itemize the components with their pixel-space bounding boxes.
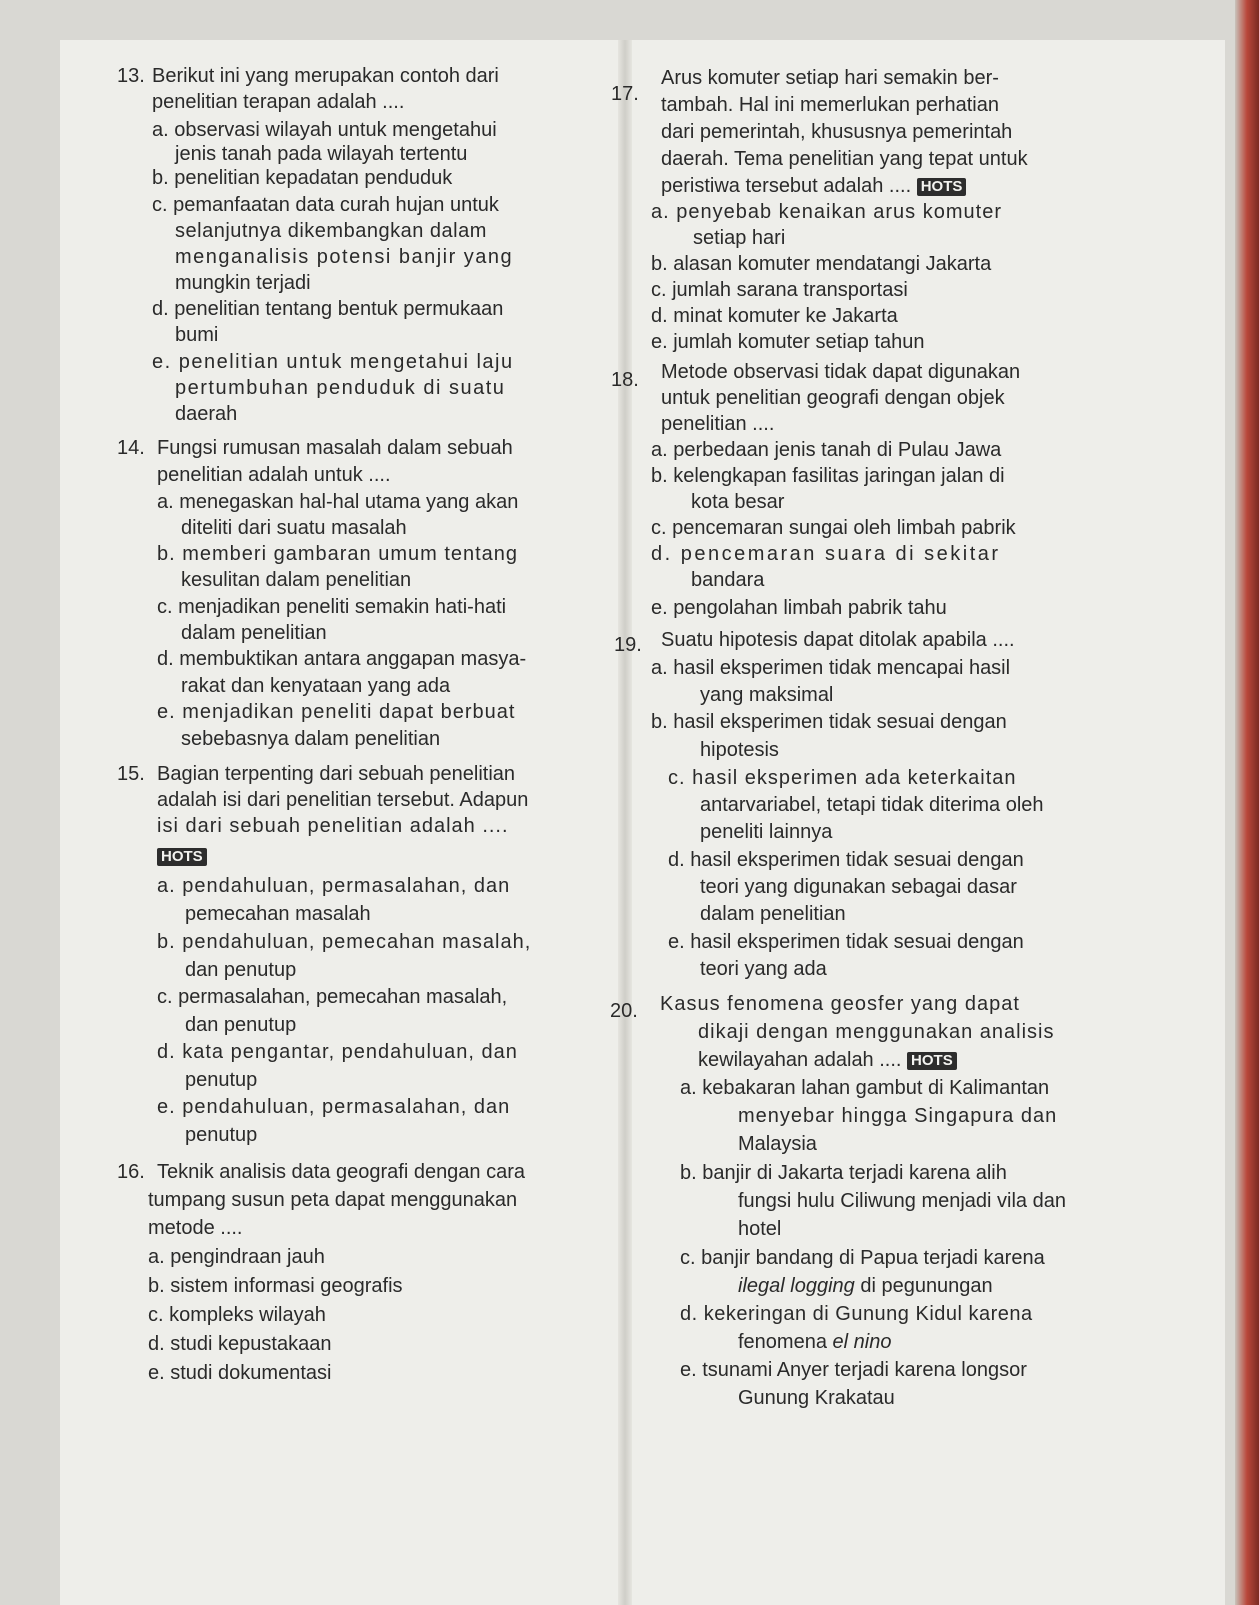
q15-option-e-1: e. pendahuluan, permasalahan, dan [157, 1096, 511, 1118]
q17-stem-4: daerah. Tema penelitian yang tepat untuk [661, 148, 1028, 170]
q18-stem-3: penelitian .... [661, 413, 775, 435]
q20-option-a-3: Malaysia [738, 1133, 817, 1155]
q14-option-b-1: b. memberi gambaran umum tentang [157, 543, 519, 565]
q17-stem-5: peristiwa tersebut adalah .... HOTS [661, 174, 966, 198]
q20-option-a-1: a. kebakaran lahan gambut di Kalimantan [680, 1077, 1050, 1099]
q16-option-c: c. kompleks wilayah [148, 1304, 326, 1326]
q17-option-c: c. jumlah sarana transportasi [651, 279, 908, 301]
q15-option-e-2: penutup [185, 1124, 258, 1146]
q15-option-d-2: penutup [185, 1069, 258, 1091]
q16-option-b: b. sistem informasi geografis [148, 1275, 403, 1297]
q13-option-e-1: e. penelitian untuk mengetahui laju [152, 351, 514, 373]
q13-option-b: b. penelitian kepadatan penduduk [152, 167, 453, 189]
q19-option-b-1: b. hasil eksperimen tidak sesuai dengan [651, 711, 1007, 733]
q19-option-e-2: teori yang ada [700, 958, 827, 980]
q13-number: 13. [117, 65, 145, 87]
q18-option-c: c. pencemaran sungai oleh limbah pabrik [651, 517, 1016, 539]
q13-option-c-2: selanjutnya dikembangkan dalam [175, 220, 487, 242]
q19-option-d-1: d. hasil eksperimen tidak sesuai dengan [668, 849, 1024, 871]
q16-stem-2: tumpang susun peta dapat menggunakan [148, 1189, 518, 1211]
q17-stem-2: tambah. Hal ini memerlukan perhatian [661, 94, 999, 116]
q18-stem-1: Metode observasi tidak dapat digunakan [661, 361, 1021, 383]
q15-option-a-2: pemecahan masalah [185, 903, 371, 925]
q14-stem-1: Fungsi rumusan masalah dalam sebuah [157, 437, 513, 459]
q13-option-c-1: c. pemanfaatan data curah hujan untuk [152, 194, 499, 216]
q14-number: 14. [117, 437, 145, 459]
q15-option-d-1: d. kata pengantar, pendahuluan, dan [157, 1041, 518, 1063]
q18-number: 18. [611, 369, 639, 391]
q19-option-a-1: a. hasil eksperimen tidak mencapai hasil [651, 657, 1011, 679]
q14-option-b-2: kesulitan dalam penelitian [181, 569, 412, 591]
q20-option-d-1: d. kekeringan di Gunung Kidul karena [680, 1303, 1033, 1325]
q17-option-e: e. jumlah komuter setiap tahun [651, 331, 925, 353]
q15-number: 15. [117, 763, 145, 785]
q14-option-c-2: dalam penelitian [181, 622, 327, 644]
q20-option-c-1: c. banjir bandang di Papua terjadi karena [680, 1247, 1045, 1269]
q18-option-e: e. pengolahan limbah pabrik tahu [651, 597, 947, 619]
q13-stem-1: Berikut ini yang merupakan contoh dari [152, 65, 499, 87]
q19-option-d-3: dalam penelitian [700, 903, 846, 925]
q19-option-e-1: e. hasil eksperimen tidak sesuai dengan [668, 931, 1024, 953]
q18-option-a: a. perbedaan jenis tanah di Pulau Jawa [651, 439, 1002, 461]
q20-option-e-2: Gunung Krakatau [738, 1387, 895, 1409]
q13-option-d-1: d. penelitian tentang bentuk permukaan [152, 298, 504, 320]
q17-option-a-2: setiap hari [693, 227, 786, 249]
q19-option-b-2: hipotesis [700, 739, 779, 761]
q15-stem-2: adalah isi dari penelitian tersebut. Adapun [157, 789, 529, 811]
q13-option-c-4: mungkin terjadi [175, 272, 311, 294]
q19-number: 19. [614, 634, 642, 656]
q15-option-c-2: dan penutup [185, 1014, 297, 1036]
q14-option-d-1: d. membuktikan antara anggapan masya- [157, 648, 527, 670]
q19-option-c-2: antarvariabel, tetapi tidak diterima oleh [700, 794, 1044, 816]
q19-option-c-3: peneliti lainnya [700, 821, 833, 843]
q13-option-e-2: pertumbuhan penduduk di suatu [175, 377, 506, 399]
q17-option-a-1: a. penyebab kenaikan arus komuter [651, 201, 1002, 223]
q13-option-d-2: bumi [175, 324, 219, 346]
q14-stem-2: penelitian adalah untuk .... [157, 464, 391, 486]
q14-option-e-2: sebebasnya dalam penelitian [181, 728, 441, 750]
q18-option-b-1: b. kelengkapan fasilitas jaringan jalan di [651, 465, 1005, 487]
book-fold [618, 40, 632, 1605]
q14-option-d-2: rakat dan kenyataan yang ada [181, 675, 451, 697]
q19-option-c-1: c. hasil eksperimen ada keterkaitan [668, 767, 1017, 789]
q18-option-b-2: kota besar [691, 491, 785, 513]
q17-stem-1: Arus komuter setiap hari semakin ber- [661, 67, 999, 89]
q14-option-a-1: a. menegaskan hal-hal utama yang akan [157, 491, 519, 513]
q15-option-c-1: c. permasalahan, pemecahan masalah, [157, 986, 508, 1008]
q18-stem-2: untuk penelitian geografi dengan objek [661, 387, 1005, 409]
q17-option-b: b. alasan komuter mendatangi Jakarta [651, 253, 992, 275]
q14-option-e-1: e. menjadikan peneliti dapat berbuat [157, 701, 516, 723]
q15-option-a-1: a. pendahuluan, permasalahan, dan [157, 875, 511, 897]
q18-option-d-1: d. pencemaran suara di sekitar [651, 543, 1001, 565]
q20-option-b-2: fungsi hulu Ciliwung menjadi vila dan [738, 1190, 1066, 1212]
q15-option-b-2: dan penutup [185, 959, 297, 981]
q19-option-d-2: teori yang digunakan sebagai dasar [700, 876, 1017, 898]
q18-option-d-2: bandara [691, 569, 765, 591]
q20-option-b-1: b. banjir di Jakarta terjadi karena alih [680, 1162, 1007, 1184]
q20-option-c-2: ilegal logging di pegunungan [738, 1275, 993, 1297]
q15-stem-3: isi dari sebuah penelitian adalah .... [157, 815, 509, 837]
q16-number: 16. [117, 1161, 145, 1183]
q13-option-a-1: a. observasi wilayah untuk mengetahui [152, 119, 497, 141]
q20-stem-1: Kasus fenomena geosfer yang dapat [660, 993, 1020, 1015]
q19-stem: Suatu hipotesis dapat ditolak apabila .... [661, 629, 1015, 651]
q17-option-d: d. minat komuter ke Jakarta [651, 305, 898, 327]
q16-stem-3: metode .... [148, 1217, 243, 1239]
q15-option-b-1: b. pendahuluan, pemecahan masalah, [157, 931, 532, 953]
q13-option-a-2: jenis tanah pada wilayah tertentu [175, 143, 468, 165]
q20-option-a-2: menyebar hingga Singapura dan [738, 1105, 1058, 1127]
q14-option-a-2: diteliti dari suatu masalah [181, 517, 407, 539]
q16-option-e: e. studi dokumentasi [148, 1362, 332, 1384]
q16-stem-1: Teknik analisis data geografi dengan cara [157, 1161, 526, 1183]
q20-hots-badge: HOTS [907, 1052, 957, 1070]
book-edge [1235, 0, 1259, 1605]
q14-option-c-1: c. menjadikan peneliti semakin hati-hati [157, 596, 507, 618]
q13-option-e-3: daerah [175, 403, 238, 425]
q13-option-c-3: menganalisis potensi banjir yang [175, 246, 514, 268]
q20-stem-2: dikaji dengan menggunakan analisis [698, 1021, 1055, 1043]
q20-option-d-2: fenomena el nino [738, 1331, 892, 1353]
q15-hots-badge: HOTS [157, 848, 207, 866]
q20-option-e-1: e. tsunami Anyer terjadi karena longsor [680, 1359, 1027, 1381]
q19-option-a-2: yang maksimal [700, 684, 834, 706]
q20-stem-3: kewilayahan adalah .... HOTS [698, 1048, 957, 1072]
q13-stem-2: penelitian terapan adalah .... [152, 91, 405, 113]
q20-option-b-3: hotel [738, 1218, 782, 1240]
q15-stem-1: Bagian terpenting dari sebuah penelitian [157, 763, 516, 785]
q16-option-a: a. pengindraan jauh [148, 1246, 325, 1268]
q17-hots-badge: HOTS [917, 178, 967, 196]
q20-number: 20. [610, 1000, 638, 1022]
q16-option-d: d. studi kepustakaan [148, 1333, 332, 1355]
q17-number: 17. [611, 83, 639, 105]
q17-stem-3: dari pemerintah, khususnya pemerintah [661, 121, 1013, 143]
